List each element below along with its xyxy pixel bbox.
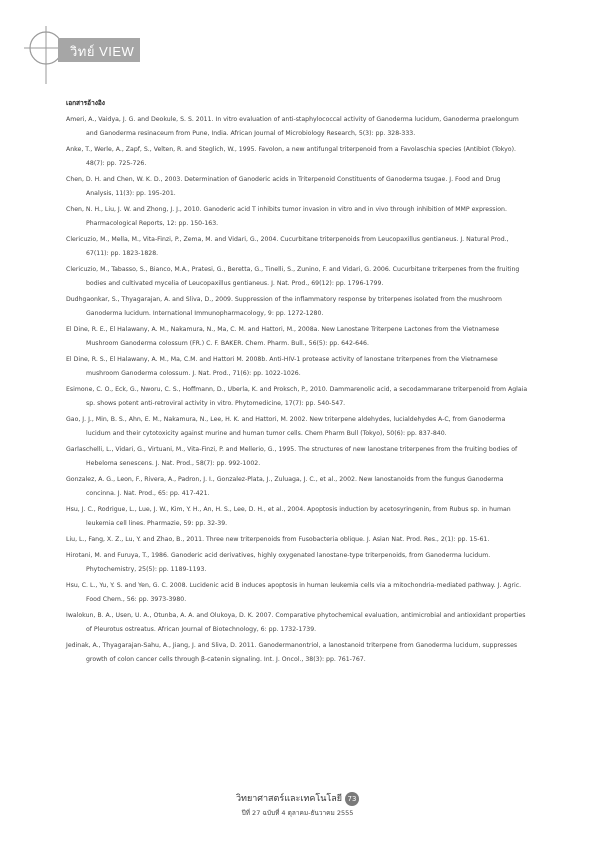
page-number: 73	[345, 792, 359, 806]
footer-issue: ปีที่ 27 ฉบับที่ 4 ตุลาคม-ธันวาคม 2555	[241, 809, 354, 817]
reference-item: Hirotani, M. and Furuya, T., 1986. Ganoderic acid derivatives, highly oxygenated lanostane-type triterpenoids, from Ganoderma lucidum. Phytochemistry, 25(5): pp. 1189-1193.	[66, 552, 491, 573]
reference-item: El Dine, R. S., El Halawany, A. M., Ma, C.M. and Hattori M. 2008b. Anti-HIV-1 protease activity of lanostane triterpenes from the Vietnamese mushroom Ganoderma colossum. J. Nat. Prod., 71(6): pp. 1022-1026.	[66, 356, 498, 377]
reference-item: Jedinak, A., Thyagarajan-Sahu, A., Jiang, J. and Sliva, D. 2011. Ganodermanontriol, a lanostanoid triterpene from Ganoderma lucidum, suppresses growth of colon cancer cells through β-catenin signaling. Int. J. Oncol., 38(3): pp. 761-767.	[66, 642, 518, 663]
reference-item: Clericuzio, M., Tabasso, S., Bianco, M.A., Pratesi, G., Beretta, G., Tinelli, S., Zunino, F. and Vidari, G. 2006. Cucurbitane triterpenes from the fruiting bodies and cultivated mycelia of Leucopaxillus gentianeus. J. Nat. Prod., 69(12): pp. 1796-1799.	[66, 266, 520, 287]
reference-item: Chen, D. H. and Chen, W. K. D., 2003. Determination of Ganoderic acids in Triterpenoid Constituents of Ganoderma tsugae. J. Food and Drug Analysis, 11(3): pp. 195-201.	[66, 176, 501, 197]
reference-item: Dudhgaonkar, S., Thyagarajan, A. and Sliva, D., 2009. Suppression of the inflammatory response by triterpenes isolated from the mushroom Ganoderma lucidum. International Immunopharmacology, 9: pp. 1272-1280.	[66, 296, 502, 317]
reference-item: Hsu, J. C., Rodrigue, L., Lue, J. W., Kim, Y. H., An, H. S., Lee, D. H., et al., 2004. Apoptosis induction by acetosyringenin, from Rubus sp. in human leukemia cell lines. Pharmazie, 59: pp. 32-39.	[66, 506, 511, 527]
header-label: วิทย์ VIEW	[70, 44, 135, 59]
reference-item: Gao, J. J., Min, B. S., Ahn, E. M., Nakamura, N., Lee, H. K. and Hattori, M. 2002. New triterpene aldehydes, lucialdehydes A-C, from Ganoderma lucidum and their cytotoxicity against murine and human tumor cells. Chem Pharm Bull (Tokyo), 50(6): pp. 837-840.	[66, 416, 506, 437]
reference-item: Liu, L., Fang, X. Z., Lu, Y. and Zhao, B., 2011. Three new triterpenoids from Fusobacteria oblique. J. Asian Nat. Prod. Res., 2(1): pp. 15-61.	[66, 536, 490, 543]
reference-item: Iwalokun, B. A., Usen, U. A., Otunba, A. A. and Olukoya, D. K. 2007. Comparative phytochemical evaluation, antimicrobial and antioxidant properties of Pleurotus ostreatus. African Journal of Biotechnology, 6: pp. 1732-1739.	[66, 612, 526, 633]
reference-item: Esimone, C. O., Eck, G., Nworu, C. S., Hoffmann, D., Uberla, K. and Proksch, P., 2010. Dammarenolic acid, a secodammarane triterpenoid from Aglaia sp. shows potent anti-retroviral activity in vitro. Phytomedicine, 17(7): pp. 540-547.	[66, 386, 528, 407]
reference-item: Anke, T., Werle, A., Zapf, S., Velten, R. and Steglich, W., 1995. Favolon, a new antifungal triterpenoid from a Favolaschia species (Antibiot (Tokyo). 48(7): pp. 725-726.	[66, 146, 516, 167]
section-title: เอกสารอ้างอิง	[66, 99, 105, 107]
reference-item: Ameri, A., Vaidya, J. G. and Deokule, S. S. 2011. In vitro evaluation of anti-staphylococcal activity of Ganoderma lucidum, Ganoderma praelongum and Ganoderma resinaceum from Pune, India. African Journal of Microbiology Research, 5(3): pp. 328-333.	[66, 116, 519, 137]
reference-item: Garlaschelli, L., Vidari, G., Virtuani, M., Vita-Finzi, P. and Mellerio, G., 1995. The structures of new lanostane triterpenes from the fruiting bodies of Hebeloma senescens. J. Nat. Prod., 58(7): pp. 992-1002.	[66, 446, 518, 467]
reference-item: El Dine, R. E., El Halawany, A. M., Nakamura, N., Ma, C. M. and Hattori, M., 2008a. New Lanostane Triterpene Lactones from the Vietnamese Mushroom Ganoderma colossum (FR.) C. F. BAKER. Chem. Pharm. Bull., 56(5): pp. 642-646.	[66, 326, 500, 347]
reference-item: Gonzalez, A. G., Leon, F., Rivera, A., Padron, J. I., Gonzalez-Plata, J., Zuluaga, J. C., et al., 2002. New lanostanoids from the fungus Ganoderma concinna. J. Nat. Prod., 65: pp. 417-421.	[66, 476, 504, 497]
reference-list	[66, 113, 528, 669]
footer-title-line	[0, 791, 595, 806]
reference-item: Hsu, C. L., Yu, Y. S. and Yen, G. C. 2008. Lucidenic acid B induces apoptosis in human leukemia cells via a mitochondria-mediated pathway. J. Agric. Food Chem., 56: pp. 3973-3980.	[66, 582, 522, 603]
footer-title: วิทยาศาสตร์และเทคโนโลยี	[235, 794, 343, 804]
reference-item: Clericuzio, M., Mella, M., Vita-Finzi, P., Zema, M. and Vidari, G., 2004. Cucurbitane triterpenoids from Leucopaxillus gentianeus. J. Natural Prod., 67(11): pp. 1823-1828.	[66, 236, 509, 257]
reference-item: Chen, N. H., Liu, J. W. and Zhong, J. J., 2010. Ganoderic acid T inhibits tumor invasion in vitro and in vivo through inhibition of MMP expression. Pharmacological Reports, 12: pp. 150-163.	[66, 206, 507, 227]
